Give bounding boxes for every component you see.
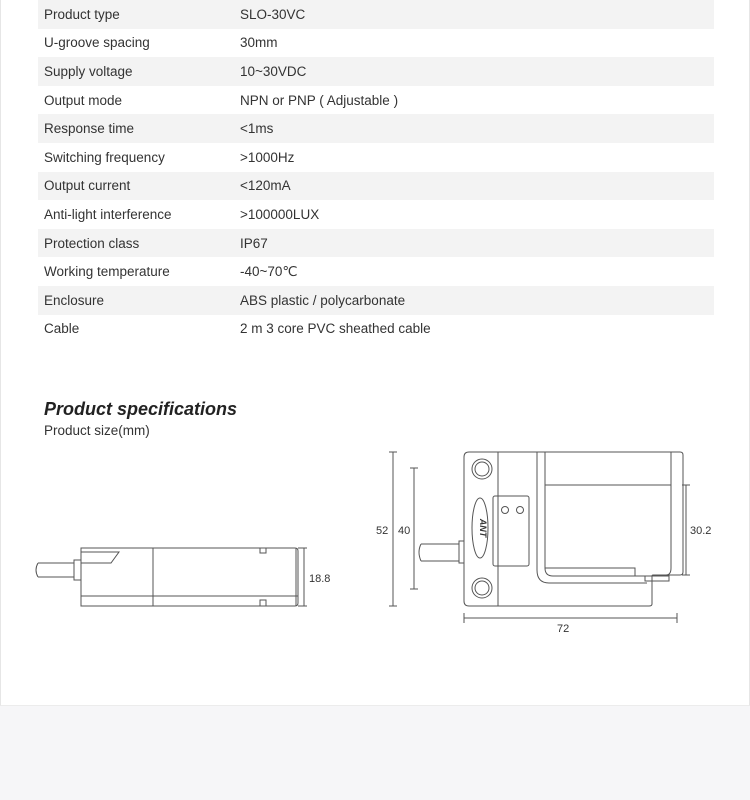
section-subtitle: Product size(mm) [44, 423, 150, 438]
spec-key: Switching frequency [44, 149, 165, 165]
front-cable-gland [459, 541, 464, 563]
spec-value: IP67 [240, 235, 268, 251]
spec-value: <1ms [240, 121, 274, 137]
side-cable-gland [74, 560, 81, 580]
u-rib [645, 576, 669, 581]
logo-text: ANT [478, 518, 488, 538]
spec-key: Output current [44, 178, 131, 194]
u-slot-inner [545, 455, 671, 576]
mount-hole-top-inner [475, 462, 489, 476]
spec-key: Product type [44, 6, 120, 22]
spec-key: Supply voltage [44, 63, 133, 79]
section-title: Product specifications [44, 399, 238, 419]
front-cable [419, 544, 459, 561]
spec-key: Protection class [44, 235, 140, 251]
spec-value: >1000Hz [240, 149, 295, 165]
indicator-led-icon [502, 507, 509, 514]
spec-key: Working temperature [44, 264, 170, 280]
side-body-top-face [81, 552, 119, 563]
spec-value: ABS plastic / polycarbonate [240, 292, 406, 308]
dim-slot-height-label: 30.2 [690, 525, 712, 537]
spec-key: Anti-light interference [44, 206, 172, 222]
spec-value: 10~30VDC [240, 63, 307, 79]
indicator-led-icon [517, 507, 524, 514]
dim-inner-height-label: 40 [398, 525, 411, 537]
spec-key: U-groove spacing [44, 35, 150, 51]
dim-side-height-label: 18.8 [309, 573, 331, 585]
dim-width-label: 72 [557, 623, 570, 635]
side-body-notch [260, 600, 266, 606]
side-body-notch [260, 548, 266, 553]
spec-key: Output mode [44, 92, 123, 108]
spec-value: SLO-30VC [240, 6, 306, 22]
dim-overall-height-label: 52 [376, 525, 389, 537]
spec-key: Response time [44, 121, 135, 137]
spec-value: 30mm [240, 35, 278, 51]
spec-key: Cable [44, 321, 80, 337]
mount-hole-bottom-inner [475, 581, 489, 595]
spec-value: 2 m 3 core PVC sheathed cable [240, 321, 431, 337]
spec-key: Enclosure [44, 292, 105, 308]
side-cable [36, 563, 74, 577]
spec-value: -40~70℃ [240, 263, 298, 279]
side-body-outline [81, 548, 298, 606]
side-view [36, 548, 330, 606]
spec-value: <120mA [240, 178, 291, 194]
front-view [376, 452, 711, 635]
u-slot [537, 452, 671, 583]
spec-value: NPN or PNP ( Adjustable ) [240, 92, 399, 108]
dimension-drawing [1, 0, 750, 706]
spec-value: >100000LUX [240, 206, 320, 222]
